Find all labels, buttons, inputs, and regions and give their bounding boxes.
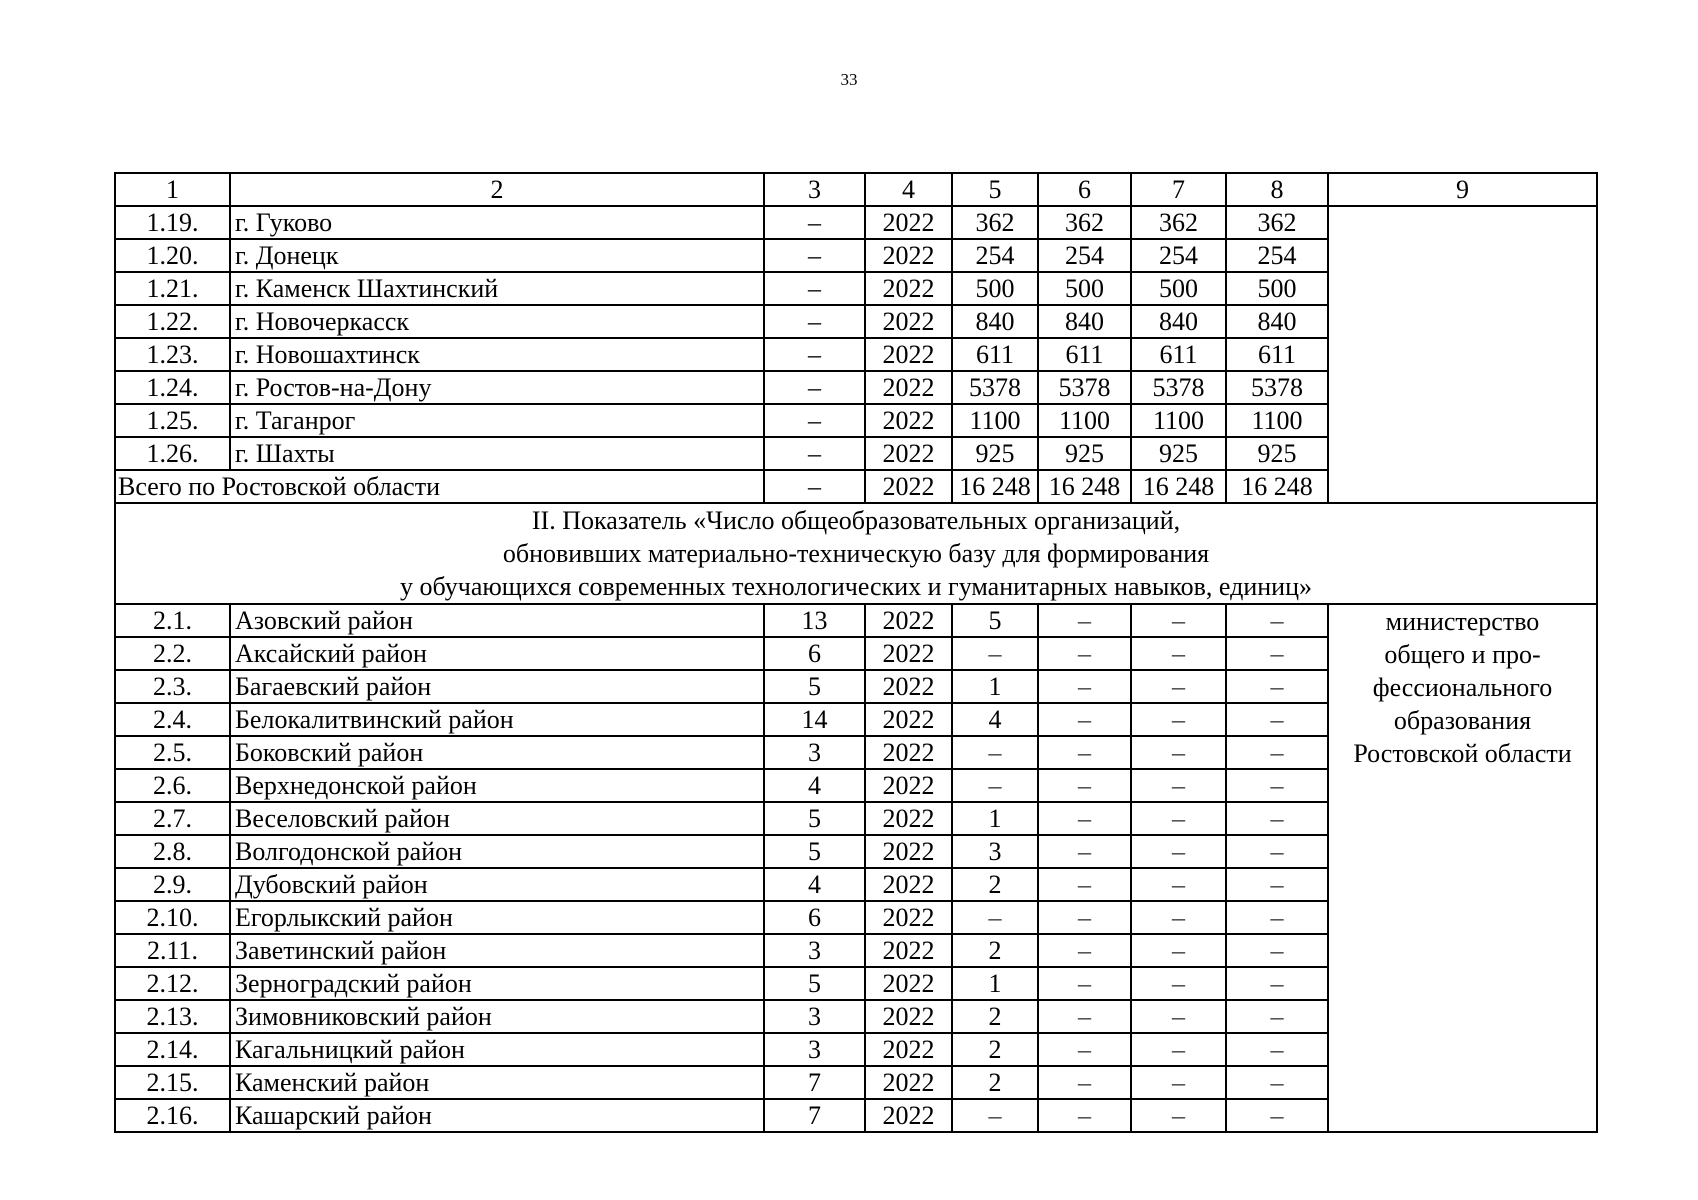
cell-value: 1100 bbox=[1131, 404, 1226, 437]
row-number: 2.5. bbox=[115, 736, 230, 769]
cell-value: – bbox=[1038, 670, 1131, 703]
cell-year: 2022 bbox=[865, 1000, 952, 1033]
cell-value: – bbox=[952, 637, 1038, 670]
row-name: г. Гуково bbox=[230, 206, 764, 239]
section-title-line: у обучающихся современных технологических и гуманитарных навыков, единиц» bbox=[400, 572, 1312, 601]
cell-year: 2022 bbox=[865, 1066, 952, 1099]
table-row bbox=[115, 206, 1597, 239]
row-number: 2.2. bbox=[115, 637, 230, 670]
cell-value: – bbox=[1226, 901, 1328, 934]
column-header: 6 bbox=[1038, 173, 1131, 206]
cell-year: 2022 bbox=[865, 802, 952, 835]
row-name: Веселовский район bbox=[230, 802, 764, 835]
cell-col3: 6 bbox=[764, 901, 865, 934]
cell-value: 1100 bbox=[1226, 404, 1328, 437]
cell-year: 2022 bbox=[865, 604, 952, 637]
cell-year: 2022 bbox=[865, 206, 952, 239]
data-table bbox=[114, 172, 1598, 1133]
cell-year: 2022 bbox=[865, 868, 952, 901]
cell-value: 5 bbox=[952, 604, 1038, 637]
cell-value: – bbox=[1131, 736, 1226, 769]
cell-value: – bbox=[1226, 868, 1328, 901]
cell-year: 2022 bbox=[865, 934, 952, 967]
cell-value: 925 bbox=[1131, 437, 1226, 470]
cell-value: 2 bbox=[952, 934, 1038, 967]
cell-col3: 3 bbox=[764, 1000, 865, 1033]
cell-col3: 7 bbox=[764, 1099, 865, 1132]
cell-col3: – bbox=[764, 206, 865, 239]
cell-value: 254 bbox=[1131, 239, 1226, 272]
row-number: 2.3. bbox=[115, 670, 230, 703]
cell-col3: 5 bbox=[764, 802, 865, 835]
row-name: г. Донецк bbox=[230, 239, 764, 272]
cell-col3: – bbox=[764, 371, 865, 404]
responsible-line: фессионального bbox=[1372, 673, 1553, 702]
cell-value: – bbox=[1131, 1000, 1226, 1033]
row-number: 1.24. bbox=[115, 371, 230, 404]
row-name: Зимовниковский район bbox=[230, 1000, 764, 1033]
cell-year: 2022 bbox=[865, 703, 952, 736]
cell-value: 254 bbox=[1226, 239, 1328, 272]
responsible-cell bbox=[1328, 604, 1597, 1132]
row-name: Багаевский район bbox=[230, 670, 764, 703]
cell-col3: – bbox=[764, 470, 865, 503]
column-header: 4 bbox=[865, 173, 952, 206]
cell-value: – bbox=[1131, 967, 1226, 1000]
cell-value: – bbox=[1131, 703, 1226, 736]
cell-col3: 3 bbox=[764, 1033, 865, 1066]
cell-value: – bbox=[1131, 901, 1226, 934]
cell-year: 2022 bbox=[865, 670, 952, 703]
column-header: 9 bbox=[1328, 173, 1597, 206]
row-name: г. Новошахтинск bbox=[230, 338, 764, 371]
column-header: 3 bbox=[764, 173, 865, 206]
cell-value: 5378 bbox=[1038, 371, 1131, 404]
cell-value: 362 bbox=[1131, 206, 1226, 239]
row-name: Верхнедонской район bbox=[230, 769, 764, 802]
cell-value: – bbox=[1038, 1033, 1131, 1066]
cell-value: 611 bbox=[1038, 338, 1131, 371]
cell-year: 2022 bbox=[865, 305, 952, 338]
cell-value: 362 bbox=[1226, 206, 1328, 239]
cell-col3: – bbox=[764, 404, 865, 437]
cell-value: 16 248 bbox=[1038, 470, 1131, 503]
cell-value: – bbox=[1038, 1000, 1131, 1033]
cell-value: – bbox=[1131, 1033, 1226, 1066]
cell-value: 4 bbox=[952, 703, 1038, 736]
row-name: Егорлыкский район bbox=[230, 901, 764, 934]
cell-col3: 4 bbox=[764, 769, 865, 802]
cell-value: 16 248 bbox=[952, 470, 1038, 503]
cell-value: 2 bbox=[952, 1033, 1038, 1066]
cell-value: – bbox=[1226, 802, 1328, 835]
row-number: 2.13. bbox=[115, 1000, 230, 1033]
cell-value: 1100 bbox=[1038, 404, 1131, 437]
cell-value: – bbox=[952, 901, 1038, 934]
cell-value: – bbox=[952, 1099, 1038, 1132]
cell-value: 840 bbox=[1131, 305, 1226, 338]
cell-value: 840 bbox=[1226, 305, 1328, 338]
section-title-line: II. Показатель «Число общеобразовательных организаций, bbox=[531, 506, 1181, 535]
cell-value: 1100 bbox=[952, 404, 1038, 437]
cell-value: – bbox=[1131, 1066, 1226, 1099]
row-number: 1.25. bbox=[115, 404, 230, 437]
cell-value: 500 bbox=[1038, 272, 1131, 305]
row-name: Белокалитвинский район bbox=[230, 703, 764, 736]
cell-year: 2022 bbox=[865, 769, 952, 802]
row-number: 1.20. bbox=[115, 239, 230, 272]
cell-col3: – bbox=[764, 272, 865, 305]
cell-value: – bbox=[952, 736, 1038, 769]
row-number: 1.26. bbox=[115, 437, 230, 470]
cell-value: 840 bbox=[952, 305, 1038, 338]
cell-value: – bbox=[1226, 670, 1328, 703]
cell-value: – bbox=[1226, 736, 1328, 769]
cell-value: 3 bbox=[952, 835, 1038, 868]
responsible-line: общего и про- bbox=[1384, 640, 1541, 669]
column-header: 1 bbox=[115, 173, 230, 206]
row-name: Каменский район bbox=[230, 1066, 764, 1099]
cell-value: 611 bbox=[1131, 338, 1226, 371]
table-row bbox=[115, 604, 1597, 637]
cell-value: – bbox=[1131, 670, 1226, 703]
page-number: 33 bbox=[840, 70, 858, 89]
cell-year: 2022 bbox=[865, 835, 952, 868]
cell-year: 2022 bbox=[865, 239, 952, 272]
row-number: 2.1. bbox=[115, 604, 230, 637]
cell-col3: – bbox=[764, 305, 865, 338]
cell-value: – bbox=[1226, 637, 1328, 670]
row-number: 1.23. bbox=[115, 338, 230, 371]
cell-value: 611 bbox=[952, 338, 1038, 371]
cell-value: 611 bbox=[1226, 338, 1328, 371]
row-number: 2.6. bbox=[115, 769, 230, 802]
total-label: Всего по Ростовской области bbox=[115, 470, 764, 503]
cell-value: – bbox=[1038, 868, 1131, 901]
row-name: Дубовский район bbox=[230, 868, 764, 901]
cell-value: 2 bbox=[952, 868, 1038, 901]
row-name: Кашарский район bbox=[230, 1099, 764, 1132]
cell-col3: 6 bbox=[764, 637, 865, 670]
row-number: 2.14. bbox=[115, 1033, 230, 1066]
cell-value: – bbox=[1038, 769, 1131, 802]
cell-value: – bbox=[1038, 703, 1131, 736]
cell-value: 5378 bbox=[952, 371, 1038, 404]
cell-year: 2022 bbox=[865, 901, 952, 934]
cell-value: 1 bbox=[952, 670, 1038, 703]
row-name: Зерноградский район bbox=[230, 967, 764, 1000]
cell-year: 2022 bbox=[865, 1033, 952, 1066]
cell-value: – bbox=[1226, 769, 1328, 802]
row-name: г. Ростов-на-Дону bbox=[230, 371, 764, 404]
row-name: Заветинский район bbox=[230, 934, 764, 967]
cell-value: 500 bbox=[952, 272, 1038, 305]
cell-year: 2022 bbox=[865, 967, 952, 1000]
cell-value: – bbox=[1038, 604, 1131, 637]
cell-value: – bbox=[1131, 769, 1226, 802]
cell-col3: 7 bbox=[764, 1066, 865, 1099]
column-header-row bbox=[115, 173, 1597, 206]
cell-year: 2022 bbox=[865, 437, 952, 470]
section-title bbox=[115, 503, 1597, 604]
cell-value: – bbox=[1038, 901, 1131, 934]
responsible-line: Ростовской области bbox=[1353, 739, 1572, 768]
cell-col3: – bbox=[764, 338, 865, 371]
row-number: 2.12. bbox=[115, 967, 230, 1000]
cell-year: 2022 bbox=[865, 1099, 952, 1132]
cell-value: – bbox=[1226, 1033, 1328, 1066]
cell-value: – bbox=[1038, 802, 1131, 835]
cell-value: – bbox=[1038, 835, 1131, 868]
cell-value: 362 bbox=[1038, 206, 1131, 239]
row-number: 2.8. bbox=[115, 835, 230, 868]
cell-value: 925 bbox=[952, 437, 1038, 470]
cell-value: – bbox=[1226, 1099, 1328, 1132]
cell-year: 2022 bbox=[865, 404, 952, 437]
cell-value: – bbox=[1038, 1066, 1131, 1099]
cell-year: 2022 bbox=[865, 272, 952, 305]
section-title-row bbox=[115, 503, 1597, 604]
row-name: Кагальницкий район bbox=[230, 1033, 764, 1066]
row-number: 2.10. bbox=[115, 901, 230, 934]
cell-value: – bbox=[1226, 835, 1328, 868]
table-body bbox=[115, 173, 1597, 1132]
row-number: 1.19. bbox=[115, 206, 230, 239]
cell-col3: 4 bbox=[764, 868, 865, 901]
column-header: 8 bbox=[1226, 173, 1328, 206]
cell-value: – bbox=[1038, 934, 1131, 967]
cell-value: – bbox=[1226, 934, 1328, 967]
cell-col3: 13 bbox=[764, 604, 865, 637]
row-name: г. Новочеркасск bbox=[230, 305, 764, 338]
row-number: 2.11. bbox=[115, 934, 230, 967]
cell-value: 5378 bbox=[1226, 371, 1328, 404]
cell-value: – bbox=[1131, 868, 1226, 901]
cell-year: 2022 bbox=[865, 736, 952, 769]
cell-value: – bbox=[1131, 934, 1226, 967]
cell-value: – bbox=[1038, 736, 1131, 769]
cell-value: – bbox=[1226, 1000, 1328, 1033]
cell-value: – bbox=[1131, 1099, 1226, 1132]
row-number: 1.21. bbox=[115, 272, 230, 305]
row-number: 2.7. bbox=[115, 802, 230, 835]
cell-value: – bbox=[1226, 703, 1328, 736]
cell-value: – bbox=[1038, 967, 1131, 1000]
cell-value: 254 bbox=[1038, 239, 1131, 272]
cell-value: – bbox=[1131, 604, 1226, 637]
cell-year: 2022 bbox=[865, 338, 952, 371]
row-name: Боковский район bbox=[230, 736, 764, 769]
cell-value: – bbox=[1038, 637, 1131, 670]
column-header: 5 bbox=[952, 173, 1038, 206]
cell-value: – bbox=[1131, 637, 1226, 670]
cell-col3: – bbox=[764, 437, 865, 470]
cell-value: 2 bbox=[952, 1000, 1038, 1033]
cell-value: – bbox=[1226, 1066, 1328, 1099]
responsible-line: министерство bbox=[1385, 607, 1540, 636]
cell-value: 16 248 bbox=[1131, 470, 1226, 503]
row-name: Аксайский район bbox=[230, 637, 764, 670]
cell-value: 5378 bbox=[1131, 371, 1226, 404]
cell-value: – bbox=[1226, 604, 1328, 637]
row-name: Азовский район bbox=[230, 604, 764, 637]
row-number: 2.16. bbox=[115, 1099, 230, 1132]
cell-value: 16 248 bbox=[1226, 470, 1328, 503]
cell-col3: 3 bbox=[764, 934, 865, 967]
cell-value: 1 bbox=[952, 967, 1038, 1000]
cell-value: 925 bbox=[1038, 437, 1131, 470]
cell-col3: – bbox=[764, 239, 865, 272]
responsible-line: образования bbox=[1393, 706, 1532, 735]
cell-value: 840 bbox=[1038, 305, 1131, 338]
cell-year: 2022 bbox=[865, 637, 952, 670]
row-name: г. Таганрог bbox=[230, 404, 764, 437]
cell-value: – bbox=[1131, 802, 1226, 835]
cell-col3: 5 bbox=[764, 835, 865, 868]
cell-col3: 5 bbox=[764, 670, 865, 703]
cell-value: 500 bbox=[1226, 272, 1328, 305]
cell-value: – bbox=[1226, 967, 1328, 1000]
row-name: г. Шахты bbox=[230, 437, 764, 470]
row-name: Волгодонской район bbox=[230, 835, 764, 868]
cell-value: 254 bbox=[952, 239, 1038, 272]
cell-value: 1 bbox=[952, 802, 1038, 835]
row-number: 1.22. bbox=[115, 305, 230, 338]
cell-value: – bbox=[1131, 835, 1226, 868]
cell-value: 362 bbox=[952, 206, 1038, 239]
cell-value: 500 bbox=[1131, 272, 1226, 305]
row-number: 2.4. bbox=[115, 703, 230, 736]
cell-year: 2022 bbox=[865, 371, 952, 404]
row-name: г. Каменск Шахтинский bbox=[230, 272, 764, 305]
cell-value: 2 bbox=[952, 1066, 1038, 1099]
row-number: 2.9. bbox=[115, 868, 230, 901]
row-number: 2.15. bbox=[115, 1066, 230, 1099]
responsible-cell bbox=[1328, 206, 1597, 503]
cell-col3: 14 bbox=[764, 703, 865, 736]
cell-col3: 5 bbox=[764, 967, 865, 1000]
cell-value: – bbox=[1038, 1099, 1131, 1132]
column-header: 2 bbox=[230, 173, 764, 206]
cell-year: 2022 bbox=[865, 470, 952, 503]
cell-value: – bbox=[952, 769, 1038, 802]
cell-col3: 3 bbox=[764, 736, 865, 769]
section-title-line: обновивших материально-техническую базу для формирования bbox=[502, 539, 1210, 568]
column-header: 7 bbox=[1131, 173, 1226, 206]
cell-value: 925 bbox=[1226, 437, 1328, 470]
